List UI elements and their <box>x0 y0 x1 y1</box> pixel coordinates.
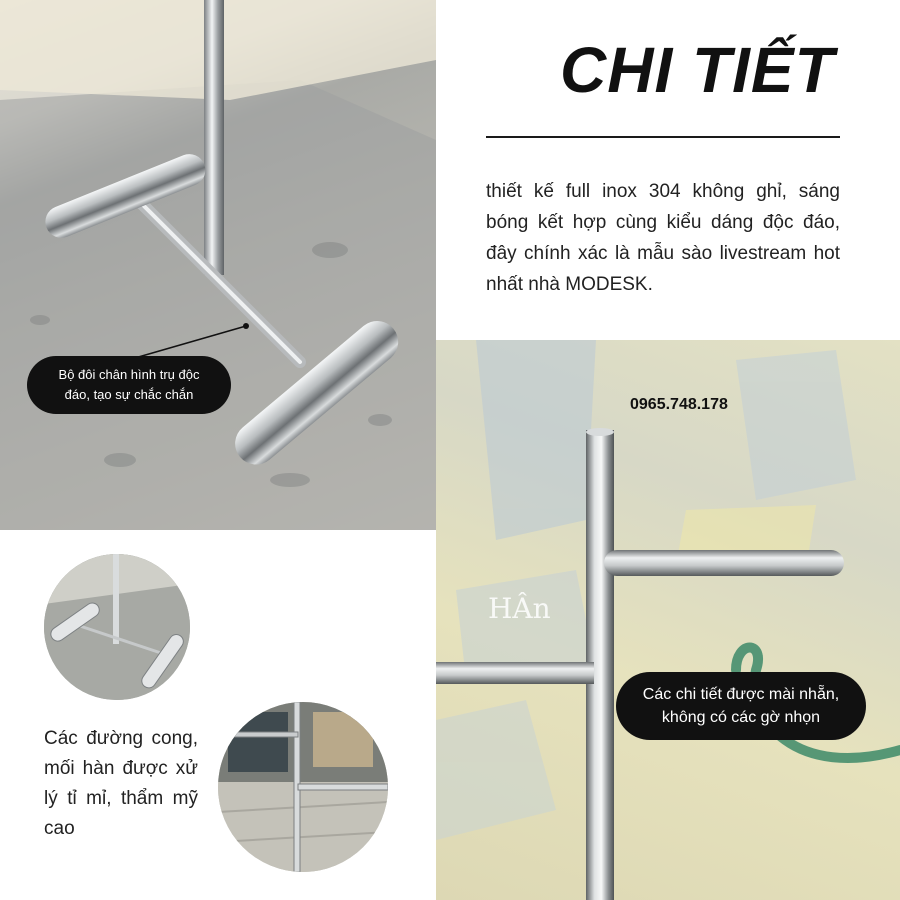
pole-detail-illustration <box>436 340 900 900</box>
curves-paragraph: Các đường cong, mối hàn được xử lý tỉ mỉ, thẩm mỹ cao <box>44 728 198 839</box>
circle-photo-base <box>44 554 190 700</box>
intro-paragraph: thiết kế full inox 304 không ghỉ, sáng bóng kết hợp cùng kiểu dáng độc đáo, đây chính xác là mẫu sào livestream hot nhất nhà MODESK. <box>486 181 840 295</box>
wall-scribble: HÂn <box>488 592 551 625</box>
callout-polish-line1: Các chi tiết được mài nhẵn, <box>642 686 840 703</box>
photo-stand-base <box>0 0 436 530</box>
circle-base-illustration <box>44 554 190 700</box>
callout-legs <box>27 356 231 414</box>
stand-base-illustration <box>0 0 436 530</box>
title-divider <box>486 136 840 138</box>
phone-number: 0965.748.178 <box>630 396 728 413</box>
page-title: CHI TIẾT <box>560 34 835 106</box>
callout-legs-line2: đáo, tạo sự chắc chắn <box>64 387 194 402</box>
callout-polish-line2: không có các gờ nhọn <box>661 709 821 726</box>
circle-photo-street <box>218 702 388 872</box>
circle-street-illustration <box>218 702 388 872</box>
callout-legs-line1: Bộ đôi chân hình trụ độc <box>58 367 200 382</box>
callout-polish <box>616 672 866 740</box>
photo-pole-detail <box>436 340 900 900</box>
